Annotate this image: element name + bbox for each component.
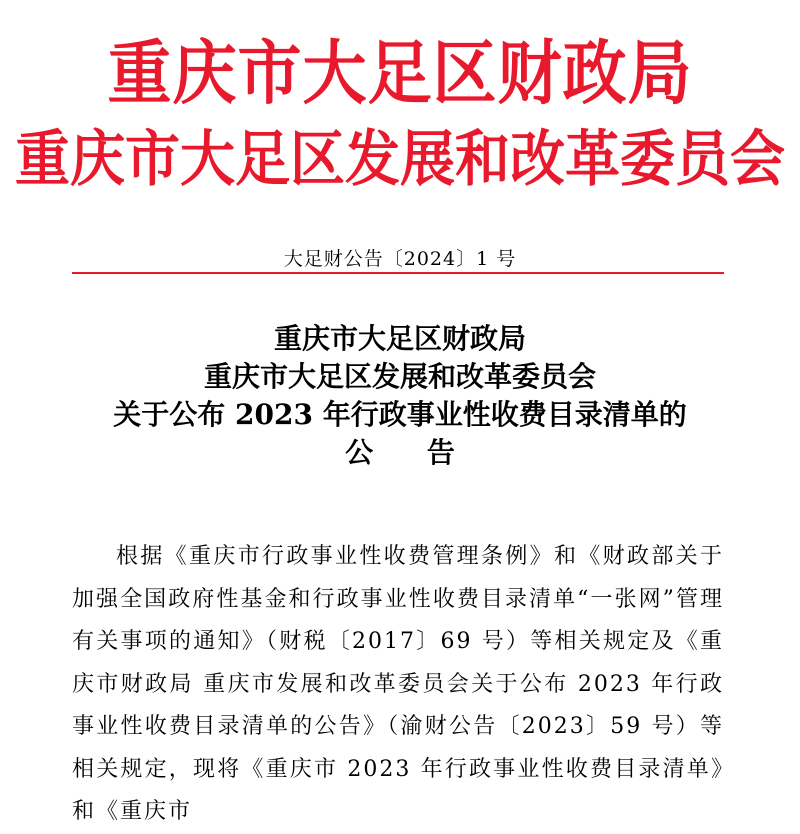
title-line-1: 重庆市大足区财政局 [273, 322, 526, 355]
document-title [0, 320, 800, 472]
body-paragraph: 根据《重庆市行政事业性收费管理条例》和《财政部关于加强全国政府性基金和行政事业性收费目录清单“一张网”管理有关事项的通知》（财税〔2017〕69 号）等相关规定及《重庆市财政局 重庆市发展和改革委员会关于公布 2023 年行政事业性收费目录清单的公告》（渝财公告〔2023〕59 号）等相关规定，现将《重庆市 2023 年行政事业性收费目录清单》和《重庆市 [72, 544, 724, 824]
agency-header-line1: 重庆市大足区财政局 [107, 34, 693, 115]
red-divider-rule [72, 272, 724, 274]
title-line-2: 重庆市大足区发展和改革委员会 [203, 360, 596, 393]
agency-header-line2: 重庆市大足区发展和改革委员会 [14, 123, 785, 194]
title-line-3: 关于公布 2023 年行政事业性收费目录清单的 [113, 398, 687, 431]
document-number: 大足财公告〔2024〕1 号 [283, 248, 517, 270]
title-line-4: 公 告 [345, 436, 477, 469]
